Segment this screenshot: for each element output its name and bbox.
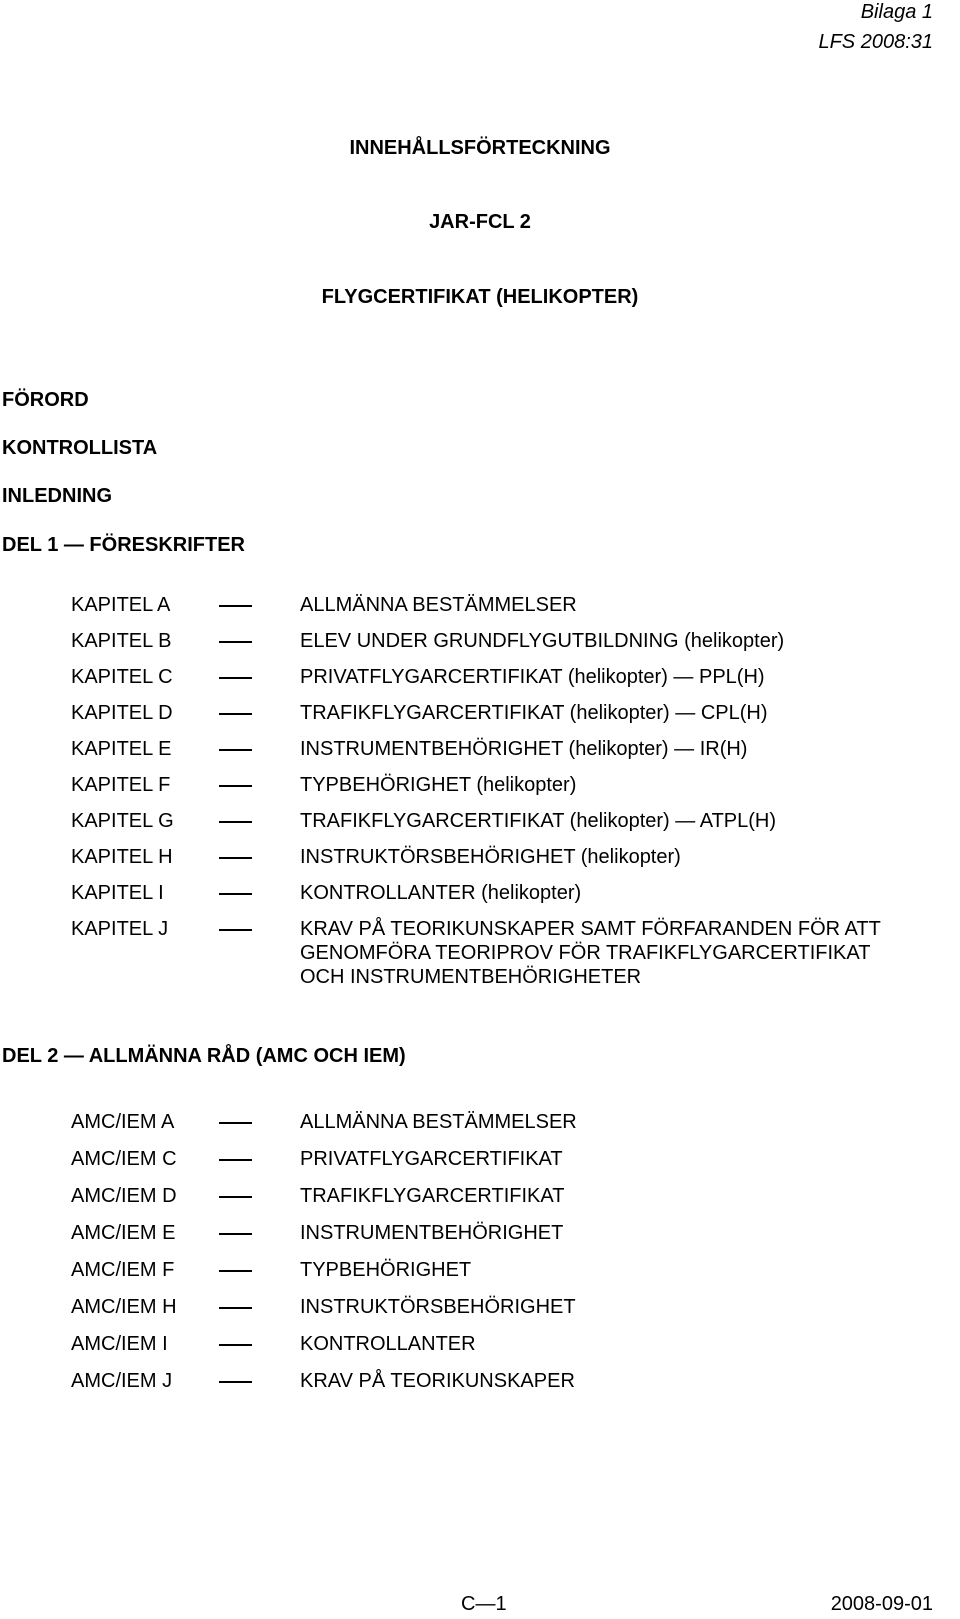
toc-code: AMC/IEM D [71, 1185, 177, 1207]
toc-dash [219, 857, 252, 859]
toc-title: KRAV PÅ TEORIKUNSKAPER SAMT FÖRFARANDEN FÖR ATT GENOMFÖRA TEORIPROV FÖR TRAFIKFLYGARCERTIFIKAT OCH INSTRUMENTBEHÖRIGHETER [300, 918, 881, 988]
toc-row [0, 1369, 960, 1393]
toc-dash [219, 749, 252, 751]
toc-dash [219, 821, 252, 823]
toc-dash [219, 1196, 252, 1198]
document-subtitle: FLYGCERTIFIKAT (HELIKOPTER) [321, 286, 639, 308]
toc-dash [219, 893, 252, 895]
toc-code: KAPITEL C [71, 666, 173, 688]
toc-code: KAPITEL J [71, 918, 169, 940]
page-title: INNEHÅLLSFÖRTECKNING [349, 137, 611, 159]
footer-date: 2008-09-01 [830, 1593, 933, 1615]
toc-code: AMC/IEM C [71, 1148, 177, 1170]
toc-code: KAPITEL F [71, 774, 171, 796]
toc-dash [219, 1344, 252, 1346]
toc-row [0, 1147, 960, 1171]
toc-code: KAPITEL B [71, 630, 172, 652]
toc-title: ELEV UNDER GRUNDFLYGUTBILDNING (helikopter) [300, 630, 785, 652]
toc-row [0, 701, 960, 725]
toc-row [0, 917, 960, 988]
document-code: JAR-FCL 2 [429, 211, 531, 233]
toc-code: KAPITEL H [71, 846, 173, 868]
toc-code: KAPITEL E [71, 738, 172, 760]
toc-row [0, 1110, 960, 1134]
toc-row [0, 665, 960, 689]
toc-dash [219, 641, 252, 643]
section-del-2: DEL 2 — ALLMÄNNA RÅD (AMC OCH IEM) [2, 1045, 406, 1067]
toc-title: KRAV PÅ TEORIKUNSKAPER [300, 1370, 575, 1392]
toc-row [0, 845, 960, 869]
toc-title: PRIVATFLYGARCERTIFIKAT [300, 1148, 563, 1170]
toc-code: AMC/IEM I [71, 1333, 168, 1355]
toc-dash [219, 785, 252, 787]
toc-title: INSTRUKTÖRSBEHÖRIGHET (helikopter) [300, 846, 681, 868]
toc-title: TRAFIKFLYGARCERTIFIKAT (helikopter) — CPL(H) [300, 702, 768, 724]
toc-dash [219, 605, 252, 607]
toc-code: AMC/IEM E [71, 1222, 176, 1244]
toc-row [0, 881, 960, 905]
toc-code: AMC/IEM H [71, 1296, 177, 1318]
section-inledning: INLEDNING [2, 485, 112, 507]
toc-title: TYPBEHÖRIGHET (helikopter) [300, 774, 577, 796]
toc-code: AMC/IEM F [71, 1259, 175, 1281]
toc-row [0, 1221, 960, 1245]
toc-row [0, 593, 960, 617]
toc-row [0, 1184, 960, 1208]
toc-row [0, 1332, 960, 1356]
toc-title: PRIVATFLYGARCERTIFIKAT (helikopter) — PPL(H) [300, 666, 765, 688]
header-annex: Bilaga 1 [860, 1, 933, 23]
toc-dash [219, 1233, 252, 1235]
toc-dash [219, 929, 252, 931]
toc-code: AMC/IEM J [71, 1370, 173, 1392]
toc-dash [219, 713, 252, 715]
toc-title: INSTRUMENTBEHÖRIGHET (helikopter) — IR(H) [300, 738, 748, 760]
section-forord: FÖRORD [2, 389, 89, 411]
toc-dash [219, 1122, 252, 1124]
toc-code: KAPITEL G [71, 810, 174, 832]
header-regulation-number: LFS 2008:31 [818, 31, 933, 53]
toc-code: AMC/IEM A [71, 1111, 175, 1133]
page-number: C—1 [461, 1593, 507, 1615]
section-kontrollista: KONTROLLISTA [2, 437, 158, 459]
toc-dash [219, 1159, 252, 1161]
toc-row [0, 773, 960, 797]
toc-title: KONTROLLANTER [300, 1333, 476, 1355]
toc-code: KAPITEL A [71, 594, 171, 616]
toc-row [0, 1295, 960, 1319]
toc-title: TRAFIKFLYGARCERTIFIKAT (helikopter) — ATPL(H) [300, 810, 777, 832]
toc-title: INSTRUKTÖRSBEHÖRIGHET [300, 1296, 576, 1318]
toc-code: KAPITEL D [71, 702, 173, 724]
toc-row [0, 1258, 960, 1282]
toc-code: KAPITEL I [71, 882, 164, 904]
toc-row [0, 809, 960, 833]
toc-title: INSTRUMENTBEHÖRIGHET [300, 1222, 564, 1244]
toc-dash [219, 1381, 252, 1383]
toc-title: TRAFIKFLYGARCERTIFIKAT [300, 1185, 565, 1207]
section-del-1: DEL 1 — FÖRESKRIFTER [2, 534, 245, 556]
toc-title: ALLMÄNNA BESTÄMMELSER [300, 594, 577, 616]
toc-title: ALLMÄNNA BESTÄMMELSER [300, 1111, 577, 1133]
toc-dash [219, 1307, 252, 1309]
toc-dash [219, 677, 252, 679]
toc-title: TYPBEHÖRIGHET [300, 1259, 472, 1281]
toc-row [0, 629, 960, 653]
toc-title: KONTROLLANTER (helikopter) [300, 882, 582, 904]
toc-dash [219, 1270, 252, 1272]
toc-row [0, 737, 960, 761]
